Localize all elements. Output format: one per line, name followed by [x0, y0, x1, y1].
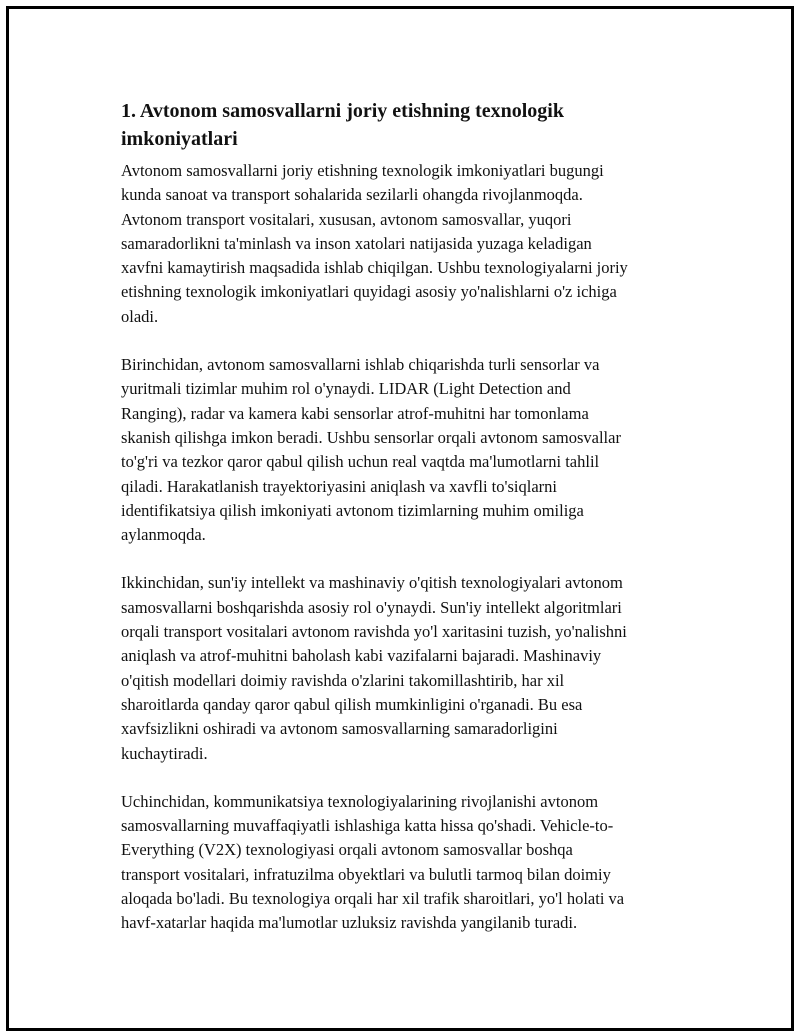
paragraph-line: Avtonom transport vositalari, xususan, avtonom samosvallar, yuqori [121, 209, 572, 229]
paragraph-ikkinchidan [121, 571, 711, 765]
paragraph-line: Birinchidan, avtonom samosvallarni ishlab chiqarishda turli sensorlar va [121, 355, 600, 375]
paragraph-line: aylanmoqda. [121, 525, 206, 545]
page-frame [6, 6, 794, 1031]
paragraph-line: transport vositalari, infratuzilma obyektlari va bulutli tarmoq bilan doimiy [121, 864, 611, 884]
paragraph-line: xavfni kamaytirish maqsadida ishlab chiqilgan. Ushbu texnologiyalarni joriy [121, 258, 628, 278]
paragraph-line: kunda sanoat va transport sohalarida sezilarli ohangda rivojlanmoqda. [121, 185, 583, 205]
paragraph-line: aniqlash va atrof-muhitni baholash kabi vazifalarni bajaradi. Mashinaviy [121, 646, 602, 666]
paragraph-line: Everything (V2X) texnologiyasi orqali avtonom samosvallar boshqa [121, 840, 573, 860]
paragraph-line: identifikatsiya qilish imkoniyati avtonom tizimlarning muhim omiliga [121, 500, 584, 520]
paragraph-intro [121, 159, 711, 329]
paragraph-line: skanish qilishga imkon beradi. Ushbu sensorlar orqali avtonom samosvallar [121, 427, 621, 447]
paragraph-line: oladi. [121, 306, 159, 326]
paragraph-line: kuchaytiradi. [121, 743, 208, 763]
paragraph-line: qiladi. Harakatlanish trayektoriyasini aniqlash va xavfli to'siqlarni [121, 476, 557, 496]
paragraph-line: o'qitish modellari doimiy ravishda o'zlarini takomillashtirib, har xil [121, 670, 565, 690]
paragraph-line: aloqada bo'ladi. Bu texnologiya orqali har xil trafik sharoitlari, yo'l holati va [121, 889, 625, 909]
paragraph-line: sharoitlarda qanday qaror qabul qilish mumkinligini o'rganadi. Bu esa [121, 694, 583, 714]
paragraph-line: orqali transport vositalari avtonom ravishda yo'l xaritasini tuzish, yo'nalishni [121, 622, 627, 642]
document-body [121, 97, 711, 936]
paragraph-line: Ranging), radar va kamera kabi sensorlar atrof-muhitni har tomonlama [121, 403, 589, 423]
paragraph-uchinchidan [121, 790, 711, 936]
paragraph-line: samosvallarning muvaffaqiyatli ishlashiga katta hissa qo'shadi. Vehicle-to- [121, 816, 614, 836]
heading-line: 1. Avtonom samosvallarni joriy etishning texnologik [121, 100, 564, 122]
paragraph-line: Uchinchidan, kommunikatsiya texnologiyalarining rivojlanishi avtonom [121, 791, 599, 811]
paragraph-line: yuritmali tizimlar muhim rol o'ynaydi. LIDAR (Light Detection and [121, 379, 571, 399]
paragraph-line: samaradorlikni ta'minlash va inson xatolari natijasida yuzaga keladigan [121, 233, 592, 253]
paragraph-line: samosvallarni boshqarishda asosiy rol o'ynaydi. Sun'iy intellekt algoritmlari [121, 597, 622, 617]
paragraph-line: to'g'ri va tezkor qaror qabul qilish uchun real vaqtda ma'lumotlarni tahlil [121, 452, 600, 472]
paragraph-line: havf-xatarlar haqida ma'lumotlar uzluksiz ravishda yangilanib turadi. [121, 913, 578, 933]
paragraph-birinchidan [121, 353, 711, 547]
paragraph-line: etishning texnologik imkoniyatlari quyidagi asosiy yo'nalishlarni o'z ichiga [121, 282, 617, 302]
paragraph-line: xavfsizlikni oshiradi va avtonom samosvallarning samaradorligini [121, 719, 558, 739]
section-heading [121, 97, 711, 153]
paragraph-line: Avtonom samosvallarni joriy etishning texnologik imkoniyatlari bugungi [121, 161, 604, 180]
heading-line: imkoniyatlari [121, 128, 238, 150]
paragraph-line: Ikkinchidan, sun'iy intellekt va mashinaviy o'qitish texnologiyalari avtonom [121, 573, 623, 593]
